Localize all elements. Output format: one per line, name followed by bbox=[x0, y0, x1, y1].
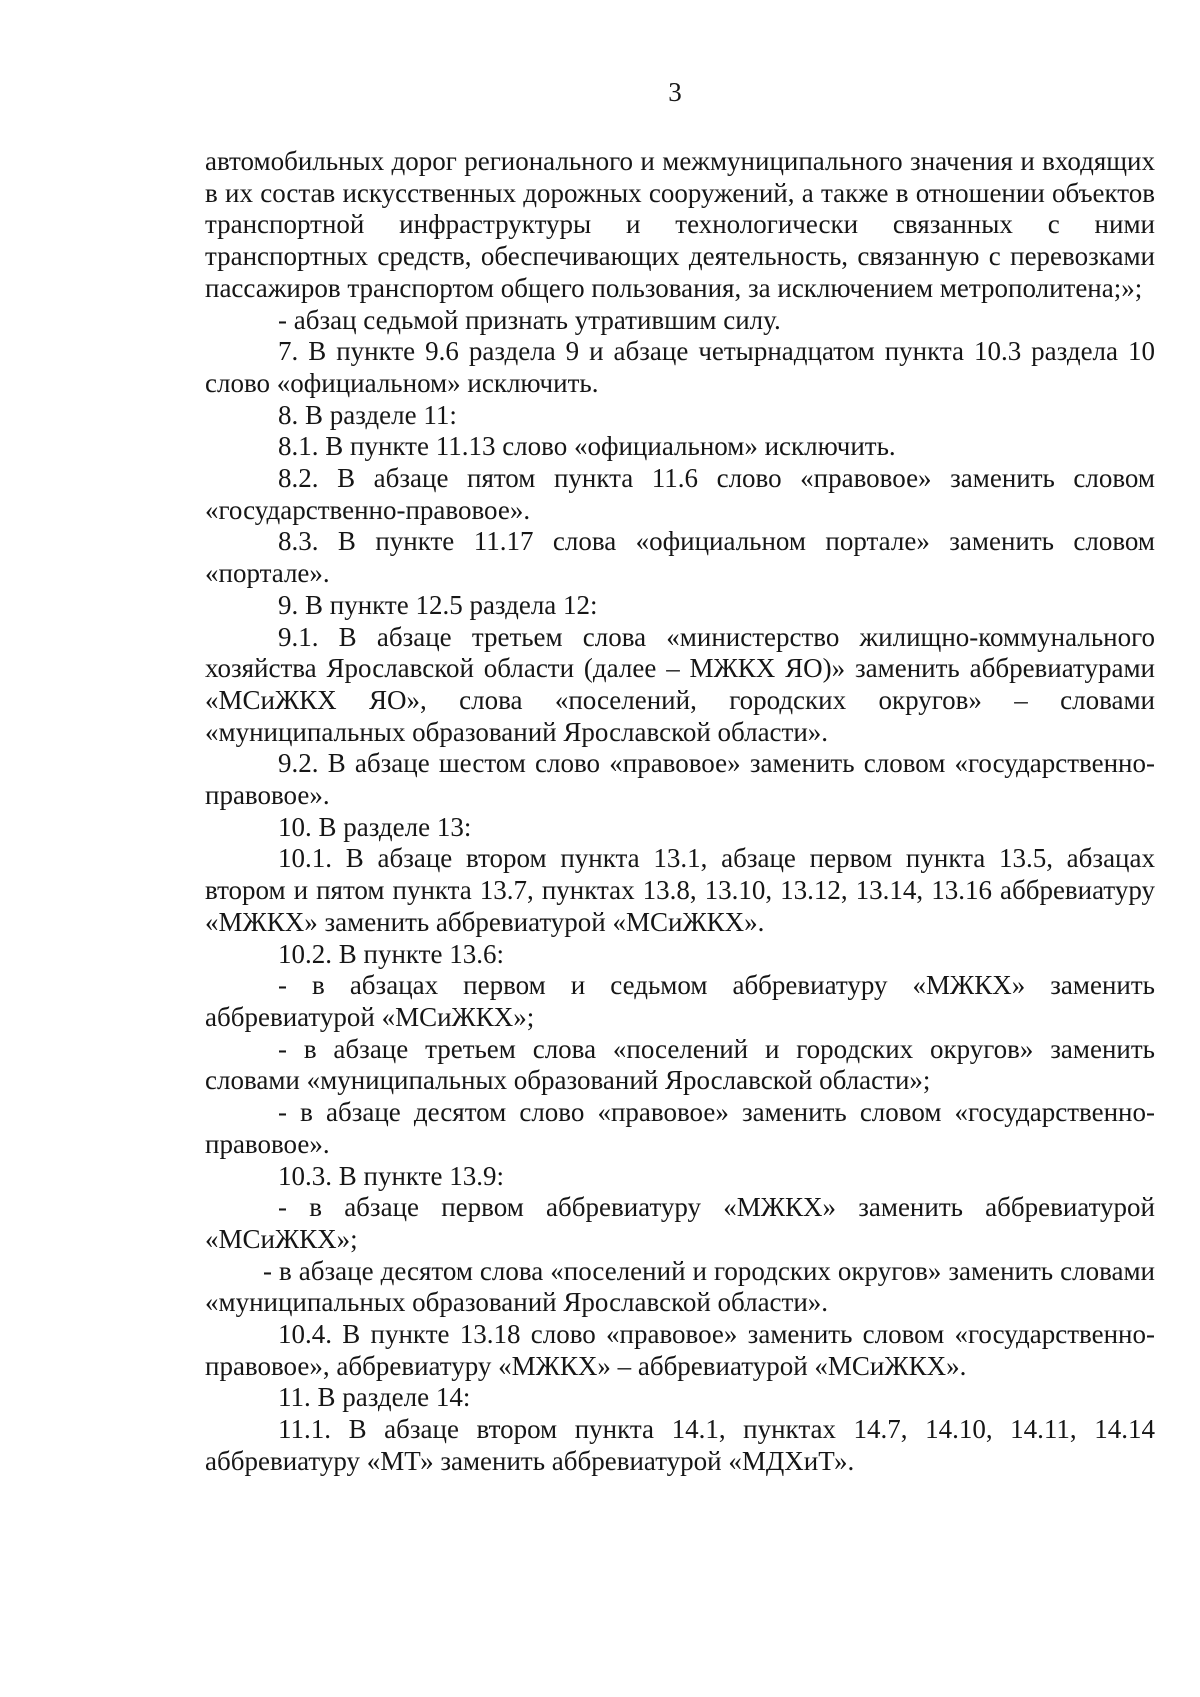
paragraph-item-10-3-a: - в абзаце первом аббревиатуру «МЖКХ» заменить аббревиатурой «МСиЖКХ»; bbox=[205, 1192, 1155, 1254]
paragraph-repeal-item: - абзац седьмой признать утратившим силу. bbox=[278, 304, 781, 335]
paragraph-item-8-1: 8.1. В пункте 11.13 слово «официальном» исключить. bbox=[278, 431, 896, 462]
paragraph-item-8-3: 8.3. В пункте 11.17 слова «официальном портале» заменить словом «портале». bbox=[205, 526, 1155, 589]
paragraph-item-7: 7. В пункте 9.6 раздела 9 и абзаце четырнадцатом пункта 10.3 раздела 10 слово «официальном» исключить. bbox=[205, 336, 1155, 398]
paragraph-item-9-1: 9.1. В абзаце третьем слова «министерство жилищно-коммунального хозяйства Ярославской области (далее – МЖКХ ЯО)» заменить аббревиатурами «МСиЖКХ ЯО», слова «поселений, городских округов» – словами «муниципальных образований Ярославской области». bbox=[205, 621, 1155, 747]
paragraph-item-9-2: 9.2. В абзаце шестом слово «правовое» заменить словом «государственно-правовое». bbox=[205, 748, 1155, 811]
paragraph-item-10-2: 10.2. В пункте 13.6: bbox=[278, 938, 504, 969]
paragraph-item-10-2-c: - в абзаце десятом слово «правовое» заменить словом «государственно-правовое». bbox=[205, 1097, 1155, 1159]
paragraph-item-10-3: 10.3. В пункте 13.9: bbox=[278, 1160, 504, 1191]
paragraph-item-11-1: 11.1. В абзаце втором пункта 14.1, пунктах 14.7, 14.10, 14.11, 14.14 аббревиатуру «МТ» заменить аббревиатурой «МДХиТ». bbox=[205, 1414, 1155, 1476]
paragraph-item-8-2: 8.2. В абзаце пятом пункта 11.6 слово «правовое» заменить словом «государственно-правовое». bbox=[205, 463, 1155, 525]
paragraph-item-10: 10. В разделе 13: bbox=[278, 811, 472, 842]
paragraph-item-10-2-b: - в абзаце третьем слова «поселений и городских округов» заменить словами «муниципальных образований Ярославской области»; bbox=[205, 1033, 1155, 1096]
paragraph-item-10-1: 10.1. В абзаце втором пункта 13.1, абзаце первом пункта 13.5, абзацах втором и пятом пункта 13.7, пунктах 13.8, 13.10, 13.12, 13.14, 13.16 аббревиатуру «МЖКХ» заменить аббревиатурой «МСиЖКХ». bbox=[205, 843, 1155, 937]
paragraph-item-9: 9. В пункте 12.5 раздела 12: bbox=[278, 589, 598, 620]
paragraph-item-8: 8. В разделе 11: bbox=[278, 399, 457, 430]
paragraph-item-10-4: 10.4. В пункте 13.18 слово «правовое» заменить словом «государственно-правовое», аббревиатуру «МЖКХ» – аббревиатурой «МСиЖКХ». bbox=[205, 1319, 1155, 1381]
paragraph-item-10-2-a: - в абзацах первом и седьмом аббревиатуру «МЖКХ» заменить аббревиатурой «МСиЖКХ»; bbox=[205, 970, 1155, 1032]
document-body bbox=[205, 146, 1155, 1478]
paragraph-item-11: 11. В разделе 14: bbox=[278, 1382, 471, 1413]
page-number: 3 bbox=[668, 77, 682, 107]
paragraph-continuation: автомобильных дорог регионального и межмуниципального значения и входящих в их состав искусственных дорожных сооружений, а также в отношении объектов транспортной инфраструктуры и технологически связанных с ними транспортных средств, обеспечивающих деятельность, связанную с перевозками пассажиров транспортом общего пользования, за исключением метрополитена;»; bbox=[205, 146, 1155, 303]
paragraph-item-10-3-b: - в абзаце десятом слова «поселений и городских округов» заменить словами «муниципальных образований Ярославской области». bbox=[205, 1255, 1155, 1318]
